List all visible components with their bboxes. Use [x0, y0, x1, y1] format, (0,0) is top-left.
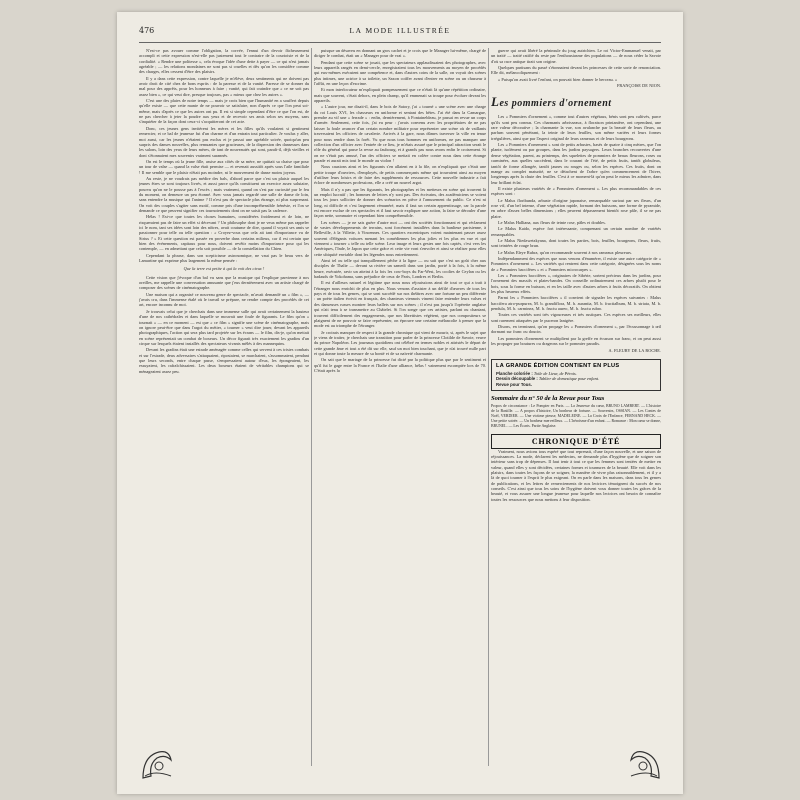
author-signature: FRANÇOISE DE NION.	[617, 83, 661, 89]
paragraph: Les « Pommiers d'ornement », comme tout d'autres végétaux, bénis sont peu cultivés, parce qu'ils sont peu connus. Ces charmants arbrisseaux, à floraison printanière, ont cependant, une rare valeur décorative ; la charmante la vue, son avalanche par la beauté de leurs fleurs, au parfum souvent pénétrant, la teinte de leurs feuilles, son même variées et leurs formes irrégulières, ainsi que par l'aspect original de leurs rameaux et de leurs bourgeons.	[491, 114, 661, 141]
paragraph: Les scènes — je ne sais guère d'autre mot — ont des sociétés fonctionnant et qui réclament de vastes développements de terrains, sont forcément installées dans la banlieue parisienne, à Belleville, à la Villette, à Vincennes. Ces quartiers excentriques voient maintenant passer assez souvent d'élégants voitures menant les comédiennes les plus jolies et les plus en vue et qui viennent « tourner » telle ou telle scène. Leur image et leurs gestes une fois captés, c'est vers les Amériques, l'Inde, le Japon que cette grâce et cette vie vont s'envoler et ainsi se réaliser pour elles cette ubiquité enviable dont les légendes nous entretiennent.	[314, 219, 486, 257]
paragraph: Pendant que cette scène se jouait, que les spectateurs applaudissaient des photographes, avec leurs appareils rangés en demi-cercle, enregistraient tous les mouvements au moyen de procédés qui eux-mêmes exécutent une compétence et, dans d'autres coins de la salle, on voyait des scènes plus intimes, une actrice à sa toilette, un Saxon coiffer avant d'entrer en scène ou un chasseur à l'affût, en une leçon d'escrime.	[314, 59, 486, 87]
paragraph: Les « Pommiers d'ornement » sont de petits arbustes, basés de quatre à cinq mètres, que l'on plante, isolément ou par groupes, dans les jardins paysagers. Leurs branches recouvertes d'une dense végétation, parent, au printemps, des squelettes de pommiers de beaux fleurons, roses ou carminées, aux quelles succèdent, dans le courant de l'été, de petits fruits, tantôt globuleux, tantôt de forme allongée, tantôt jaunes ou rouges ou, selon les espèces. Ces fruits, dont on mange au complet maturité, ne se détachent de l'arbre qu'en commencement de l'hiver, longtemps après la chute des feuilles. C'est à ce moment-là qu'on peut le mieux les admirer, dans leur brillant éclat.	[491, 142, 661, 185]
sommaire-text: Propos de circonstance : Le Pompier en Paris. — La Jeunesse du cœur, BRUNO LAMBERT. — L'histoire de la Bastille. — A propos d'histoire, Un bonheur de fortune. — Souvenirs, OSSIAN. — Les Contes de Noël, VERDIER. — Une victime pieuse, MADELEINE. — La Croix de l'Enfance, FERNAND HECK. — Une petite soirée. — Un bonheur merveilleux. — L'héroïsme d'un enfant. — Romance : Mon cœur se donne, BRUNEL. — Les Écarts. Partie Anglaise.	[491, 404, 661, 428]
paragraph: Donc, ces jeunes gens invitèrent les mères et les filles qu'ils voulaient si gentiment remercier, et ce bal de jeunesse fut d'un charme et d'un entrain tout particulier. Je voulus y aller, moi aussi, car les jeunes n'étaient pas exclus et je passai une agréable soirée, quoiqu'un peu surpris des danses nouvelles, plus remuantes que gracieuses, de la dispersion des danseuses dans les salons, loin des yeux de leurs mères, de tant de nouveautés qui sont, paraît-il, déjà vieilles et dont s'étonnaient mes souvenirs vraiment surannés.	[139, 125, 309, 158]
header-rule	[139, 42, 661, 43]
section-title	[491, 94, 661, 110]
paragraph: Il y a dans cette expression, contre laquelle je m'élève, deux sentiments qui ne doivent pas avoir droit de cité chez de bons esprits : de la paresse et de la vanité. Paresse de se donner du mal pour des apprêts, pour les honneurs à faire ; vanité, qui fait craindre que « ce ne soit pas assez bien », ce qui veut dire, presque toujours, pas « mieux que chez les autres ».	[139, 75, 309, 97]
paragraph: Au reste, je ne voudrais pas médire des bals, d'abord parce que c'est un plaisir auquel les jeunes êtres se sont toujours livrés, et aussi parce qu'ils constituent un exercice assez salutaire, pourvu qu'on ne le pousse pas à l'excès ; mais vraiment, quand on s'est par curiosité pur le feu du moment, on demeure un peu étonné. Avec vous jamais regardé une salle de danse de loin, sans entendre la musique qui l'anime ? Il n'est pas de spectacle plus étrange, ni plus surprenant. On voit des couples s'agiter sans motif, comme pris d'une incompréhensible frénésie, et l'on se demande ce que peuvent signifier ces tournoiements dont on ne saisit pas la cadence.	[139, 175, 309, 213]
paragraph: On est le temps où la jeune fille, assise aux côtés de sa mère, ne quittait sa chaise que pour un tour de valse — quand la valse était permise — et revenait aussitôt après sous l'aile familiale ! Il me semble que le plaisir n'était pas moindre, ni le mouvement de danse moins joyeux.	[139, 158, 309, 175]
article-body	[491, 114, 661, 346]
paragraph: Nous causions ainsi et les figurants s'en allaient en à la file, on n'expliquait que c'était une petite troupe d'ouvriers, d'employés, de petits commerçants même qui trouvaient ainsi au moyen d'utiliser leurs loisirs et de faire des suppléments de ressources. Cette nouvelle industrie a fait éclore de nombreuses professions, elle a créé un nouvel argot.	[314, 164, 486, 186]
paragraph: Les « Pommiers baccifères », originaires de Sibérie, sortent précieux dans les jardins, pour l'ornement des massifs et plates-bandes. On conseille ordinairement ces arbres plutôt pour le bois, sous la forme en buisson, et en les taille avec d'autres arbres à fruits décoratifs. On obtient les plus heureux effets.	[491, 273, 661, 295]
paragraph: Le Malus Niedzwetzkyana, dont toutes les parties, bois, feuilles, bourgeons, fleurs, fruits, sont teintées de rouge brun.	[491, 237, 661, 249]
edition-line	[496, 382, 656, 387]
paragraph: Disons, en terminant, qu'on propage les « Pommiers d'ornement », par l'écussonnage à œil dormant sur franc ou doucin.	[491, 324, 661, 335]
paragraph: Je trouvais celui que je cherchais dans une immense salle qui avait certainement la hauteur d'une de nos cathédrales et dans laquelle se mouvait une foule de figurants. Le film qu'on « tournait » — en ce moment — est que « ce film » signifie une scène de cinématographe, mais on ignore peut-être que dans l'argot du métier, « tourner » veut dire jouer, devant les appareils photographiques, l'action qui sera plus tard projetée sur les écrans — le film, dis-je, qu'on mettait en scène représentait un combat de boxeurs. Un décor figurait très exactement les gradins d'un cirque sur lesquels étaient installés des spectateurs vivants mêlés à des mannequins.	[139, 308, 309, 346]
paragraph: guerre qui avait libéré la péninsule du joug autrichien. Le roi Victor-Emmanuel venait, par un traité — traité ratifié du reste par l'enthousiasme des populations — de nous céder la Savoie d'où sa race antique tirait son origine.	[491, 48, 661, 64]
edition-line-label: Dessin découpable :	[496, 376, 538, 382]
paragraph: Il est d'ailleurs naturel et légitime que nous nous réjouissions ainsi de tout ce qui a trait à l'étranger nous enrichit de plus en plus. Nous venons d'assister à un défilé d'œuvres de tous les pays et de tous les genres, qui se sont succédé sur nos théâtres avec une fortune un peu différente : un poète italien écrivit en français, des chanteurs viennois vinrent faire entendre leurs valses et des danseuses russes montrer leurs ballets sur nos scènes ; il n'est pas jusqu'à l'opérette anglaise qui n'ait tenu à se transmettre au Châtelet. Si l'on songe que ces artistes, parlant ou chantant, trouvent difficilement des engagements, que nos librettistes végètent, que nos compositeurs se plaignent de ne pouvoir se faire représenter, on éprouve une certaine mélancolie à penser que la mode est au triomphe de l'étranger.	[314, 280, 486, 329]
section-title-initial: L	[491, 94, 500, 110]
paragraph: Cette vision que j'évoque d'un bal vu sans que la musique qui l'explique parvienne à nos oreilles, me rappelle une conversation amusante que j'eus dernièrement avec un artiste chargé de composer des scènes de cinématographe.	[139, 274, 309, 291]
sommaire-title: Sommaire du n° 50 de la Revue pour Tous	[491, 395, 605, 403]
paragraph: Cependant la phrase, dans son scepticisme astronomique, ne vaut pas le beau vers de Lamartine qui exprime plus largement la même pensée :	[139, 252, 309, 264]
paragraph: Il existe plusieurs variétés de « Pommiers d'ornement ». Les plus recommandables de ces espèces sont :	[491, 185, 661, 197]
column-2	[314, 48, 486, 768]
paragraph: Hélas ! Est-ce que toutes les choses humaines, considérées froidement et de loin, ne risqueraient pas de faire un effet si décevant ? Un philosophe dont je ne veux même pas rappeler ici le nom, tant ses idées sont loin des nôtres, avait coutume de dire, quand il voyait ses amis se passionner pour telle ou telle question : « Croyez-vous que cela ait tant d'importance vu de Sirius ? » Et cette question est passée en proverbe dans certains milieux, car il est certain que bien des événements, capitaux pour nous, doivent revêtir moins d'importance pour qui les contemple, — en admettant que cela soit possible — de la constellation du Chien.	[139, 214, 309, 252]
paragraph: Devant les gradins était une estrade aménagée comme celles qui servent à ces tristes combats et sur l'estrade, deux adversaires s'attaquaient, ripostaient, se marchaient, s'assommaient, pendant que leurs seconds, entre chaque passe, s'empressaient autour d'eux, les épongeaient, les essuyaient, les rafraîchissaient. Les deux boxeurs étaient de véritables champions qui se ménageaient assez peu.	[139, 347, 309, 374]
paragraph: Et mon interlocuteur m'expliquait pompeusement que ce n'était là qu'une répétition ordinaire, mais que souvent, c'était dehors, en plein champ, qu'il emmenait sa troupe pour évoluer devant les appareils.	[314, 87, 486, 104]
chronique-text: Vraiment, nous avions tous espéré que tout reprenait, d'une façon nouvelle, et une saison de réjouissances. La mode, déclarent les médecins, ne demande plus d'hygiène que de soigner son intérieur sans trop de dépenses. Il faut tenir à tout ce que les femmes sont tentées de mettre en valeur, quand elles y sont décidées, certaines formes et tournures de la beauté. Elle voit dans les plaisirs, dans toutes les façons de se soigner, la manière de vivre plus raisonnablement, et il y a là de quoi tourner à l'esprit le plus exigeant. On en parle dans les maisons, dans tous les genres de publications, et les lettres de remerciements de nos lectrices témoignent du succès de nos conseils. C'est ainsi que tous les soins de l'hygiène doivent vous donner toutes les grâces de la beauté, et vous assurer une longue jeunesse pour laquelle nos lectrices ont besoin de connaître toutes les ressources que nous mettons à leur disposition.	[491, 448, 661, 502]
edition-line-text: Tablier de domestique pour enfant.	[538, 376, 599, 382]
paragraph: Le Malus Eleye Rubra, qu'on recommande souvent à nos rameaux pleureurs.	[498, 249, 633, 255]
column-1	[139, 48, 309, 768]
paragraph: Le Malus Kaido, espèce fort intéressante, comprenant un certain nombre de variétés remarquables.	[491, 226, 661, 237]
paragraph: Mais il n'y a pas que les figurants, les photographes et les metteurs en scène qui trouvent là un emploi lucratif ; les hommes de lettres n'y sont pas. Des écrivains, des académiciens se voient tous les jours solliciter de donner des scénarios en pièce à l'amusement du public. Ce n'est ni long, ni difficile et c'est largement rémunéré, mais il faut un certain apprentissage, car la parole est encore exclue de ces spectacles et il faut savoir expliquer une action, la faire se dérouler d'une façon nette, sommaire et cependant bien compréhensible.	[314, 186, 486, 219]
paragraph: Les pommiers d'ornement se multiplient par la greffe en écusson sur franc, et on peut aussi les propager par boutures ou drageons sur le pommier paradis.	[491, 335, 661, 347]
paragraph: Le Malus Halliana, aux fleurs de teinte rose, pâles et doubles.	[498, 219, 606, 225]
ornament-corner-left-icon	[141, 746, 175, 780]
chronique-title: CHRONIQUE D'ÉTÉ	[531, 436, 621, 446]
edition-box-title: LA GRANDE ÉDITION CONTIENT EN PLUS	[496, 362, 620, 369]
paragraph: Ainsi tel ou telle qui tranquillement pêche à la ligne — ou sait que c'est un goût cher aux disciples de Thalie — devant sa rivière un samedi dans son jardin, porté à la fois, à la même heure, exécutée, ravir un atteint à la fois les cow-boys du Far-West, les coolies de Ceylan ou les badauds de Yokohama, sans préjudice de ceux de Paris, Londres et Berlin.	[314, 258, 486, 280]
page-header	[139, 26, 661, 38]
ornament-corner-right-icon	[627, 746, 661, 780]
edition-line-label: Planche coloriée :	[496, 370, 533, 376]
column-3	[491, 48, 661, 768]
paragraph: Toutes ces variétés sont très vigoureuses et très rustiques. Ces espèces ses meilleurs, elles sont rarement attaquées par le puceron lanigère.	[491, 312, 661, 323]
author-signature: A. FLEURY DE LA ROCHE.	[608, 347, 661, 353]
verse-quote: Que la terre est petite à qui la voit des cieux !	[183, 266, 265, 272]
edition-line-text: Toile de Lieur, de Pérois.	[533, 370, 577, 376]
chronique-title-box	[491, 434, 661, 449]
paragraph: On sait que le mariage de la princesse fut dicté par la politique plus que par le sentiment et qu'il fut le gage entre la France et l'Italie d'une alliance, hélas ! vainement escomptée lors de 70. C'était après la	[314, 357, 486, 373]
edition-line-label: Revue pour Tous.	[496, 381, 532, 387]
paragraph: N'est-ce pas avouer comme l'obligation, la corvée, l'ennui d'un devoir fâcheusement accompli et cette expression n'est-elle pas justement tout le contraire de la courtoisie et de la cordialité. « Rendre une politesse », cela évoque l'idée d'une dette à payer — ce qui n'est jamais agréable ; — les relations mondaines ne sont pas si cruelles et dès qu'on les considère comme des charges, elles cessent d'être des plaisirs.	[139, 48, 309, 75]
paragraph: Une maison qui a organisé ce nouveau genre de spectacle, m'avait demandé un « film », — j'avais cru, dans l'immense étalé où le travail se prépare, ne rendre compte des procédés de cet art, encore inconnu de moi.	[139, 291, 309, 308]
section-title-text: es pommiers d'ornement	[499, 98, 612, 110]
paragraph: « Puisqu'on avait livré l'enfant, on pouvait bien donner le berceau. »	[498, 76, 618, 82]
paragraph: « L'autre jour, me disait-il, dans le bois de Satory, j'ai « tourné » une scène avec une charge du roi Louis XVI, les chasseurs en uniforme et sentant des bêtes. J'ai été dans la Camargue, prendre au vif une « ferrade » : enfin, dernièrement, à Fontainebleau, je passai en revue un corps d'armée. Seulement, cette fois, j'ai eu peur : j'avais convenu avec les propriétaires de ne pas laisser la foule avancer d'un certain nombre militaire pour représenter une scène où de vaillants traversaient les officiers de cavalerie. Arrivés à la gare, nous dûmes traverser la ville en tenue pour nous rendre dans la forêt. Vu que nous tous hommes en uniformes, ne pas manquer une collection d'un officier avec l'entrée de ce lieu, je m'étais assuré que le principal attraction serait le rôle du général qui passe la revue au faubourg, et à grands pas nous avons enfin le croisement. Si on ne s'était pas amusé, l'un des officiers se mettait en colère contre nous dans cette étrange parade et aurait mis tout le monde au violon !	[314, 104, 486, 163]
paragraph: Parmi les « Pommiers baccifères » il convient de signaler les espèces suivantes : Malus baccifera atro-purpurea, M. b. grandiflora, M. b. aurantia, M. b. fructialbum, M. b. striata, M. b. pendula, M. b. carminea, M. b. fructu aureo, M. b. fructu rubro.	[491, 295, 661, 312]
paragraph: Quelques partisans du passé s'étonnaient devant les princesses de cette sorte de renonciation. Elle dit, mélancoliquement :	[491, 65, 661, 76]
page-number: 476	[139, 26, 155, 35]
paragraph: C'est une des plaies de notre temps — mais je crois bien que l'humanité en a souffert depuis qu'elle existe — que cette manie de ne pouvoir se satisfaire, non d'après ce que l'on peut soi-même, mais d'après ce que les autres ont pu. Il est si simple cependant d'être ce que l'on est, de ne pas chercher à jeter la poudre aux yeux et de recevoir ses amis selon ses moyens, sans s'inquiéter de la façon dont ceux-ci s'acquitteront de cet acte.	[139, 98, 309, 125]
paragraph: Le Malus floribunda, arbuste d'origine japonaise, remarquable surtout par ses fleurs, d'un rose vif, d'un bel intense, d'une végétation rapide, formant des buissons, une forme de pyramide, en arbre d'assez belles dimensions ; elles peuvent dépassement bientôt rose pâle, il se ne pas plaire.	[491, 197, 661, 219]
edition-box	[491, 359, 661, 391]
page-sheet	[117, 12, 683, 794]
column-rule-1	[311, 48, 312, 766]
page-title: LA MODE ILLUSTRÉE	[349, 26, 451, 35]
paragraph: Indépendamment des espèces que nous venons d'énumérer, il existe une autre catégorie de « Pommiers d'ornement ». Les variétés qui rentrent dans cette catégorie, désignées sous les noms de « Pommiers baccifères » et « Pommiers microcarpes ».	[491, 256, 661, 272]
paragraph: puisque un désaveu en donnant un gros cachet et je crois que le Manager lui-même, chargé de diriger le combat, était un « Manager pour de vrai ».	[314, 48, 486, 59]
paragraph: Je croirais manquer de respect à la grande chronique qui vient de mourir, si, après le sujet que je viens de traiter, je cherchais une transition pour parler de la princesse Clotilde de Savoie, veuve du prince Napoléon. Les journaux quotidiens ont célébré en termes nobles et attristés le départ de cette grande âme et tout a été dit sur elle, sauf un mot bien touchant, que je n'ai trouvé nulle part et qui donne toute la mesure de sa bonté et de sa naïveté charmante.	[314, 329, 486, 356]
column-rule-2	[488, 48, 489, 766]
